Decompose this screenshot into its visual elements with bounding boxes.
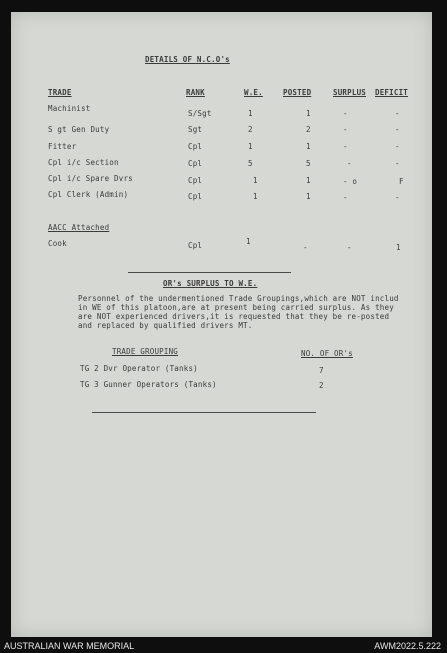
paragraph-line: and replaced by qualified drivers MT. [78,321,253,330]
divider-line [92,412,316,413]
table2-header-number: NO. OF OR's [301,349,353,358]
attached-heading: AACC Attached [48,223,110,232]
table-row-trade: Machinist [48,104,91,113]
header-deficit: DEFICIT [375,88,409,97]
paragraph-line: are NOT experienced drivers,it is requested that they be re-posted [78,312,390,321]
footer-accession-number: AWM2022.5.222 [374,641,441,651]
table-row-we: 5 [248,159,253,168]
table-row-deficit: - [395,193,400,202]
table-row-surplus: - [343,125,348,134]
table-row-deficit: - [395,159,400,168]
table-row-surplus: - [343,142,348,151]
table-row-rank: Cpl [188,142,203,151]
table-row-posted: 1 [306,192,311,201]
table-row-deficit: F [399,177,404,186]
table-row-rank: Sgt [188,125,203,134]
table-row-deficit: - [395,125,400,134]
attached-we: 1 [246,237,251,246]
table2-row-grouping: TG 2 Dvr Operator (Tanks) [80,364,198,373]
table-row-we: 1 [253,192,258,201]
section-title: OR's SURPLUS TO W.E. [163,279,258,288]
table-row-posted: 1 [306,176,311,185]
table-row-deficit: - [395,109,400,118]
document-title: DETAILS OF N.C.O's [145,55,230,64]
divider-line [128,272,291,273]
table-row-we: 1 [248,142,253,151]
table2-row-number: 7 [319,366,324,375]
table-row-we: 2 [248,125,253,134]
table-row-rank: Cpl [188,159,203,168]
table2-row-number: 2 [319,381,324,390]
header-we: W.E. [244,88,263,97]
attached-deficit: 1 [396,243,401,252]
table-row-rank: Cpl [188,176,203,185]
table-row-surplus: - [347,159,352,168]
attached-posted: - [303,243,308,252]
table-row-trade: S gt Gen Duty [48,125,110,134]
attached-trade: Cook [48,239,67,248]
header-posted: POSTED [283,88,312,97]
table-row-posted: 1 [306,109,311,118]
attached-rank: Cpl [188,241,203,250]
table-row-trade: Cpl i/c Spare Dvrs [48,174,133,183]
table-row-posted: 5 [306,159,311,168]
table-row-trade: Cpl i/c Section [48,158,119,167]
table-row-we: 1 [248,109,253,118]
footer-institution: AUSTRALIAN WAR MEMORIAL [4,641,135,651]
header-surplus: SURPLUS [333,88,367,97]
table2-row-grouping: TG 3 Gunner Operators (Tanks) [80,380,217,389]
table-row-posted: 2 [306,125,311,134]
table-row-trade: Cpl Clerk (Admin) [48,190,129,199]
table-row-trade: Fitter [48,142,77,151]
header-rank: RANK [186,88,205,97]
paragraph-line: in WE of this platoon,are at present being carried surplus. As they [78,303,394,312]
table2-header-grouping: TRADE GROUPING [112,347,179,356]
paragraph-line: Personnel of the undermentioned Trade Groupings,which are NOT includ [78,294,399,303]
table-row-we: 1 [253,176,258,185]
table-row-rank: S/Sgt [188,109,212,118]
table-row-deficit: - [395,142,400,151]
table-row-surplus: - [343,193,348,202]
table-row-posted: 1 [306,142,311,151]
table-row-surplus: - [343,109,348,118]
header-trade: TRADE [48,88,72,97]
table-row-surplus: - o [343,177,358,186]
table-row-rank: Cpl [188,192,203,201]
attached-surplus: - [347,243,352,252]
